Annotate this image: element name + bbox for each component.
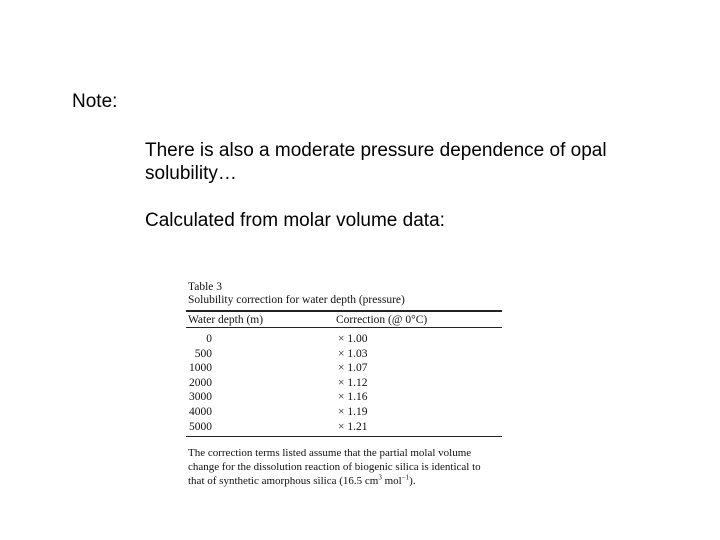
footnote-superscript: −1 <box>401 473 410 482</box>
correction-cell: × 1.21 <box>338 420 368 433</box>
table-row <box>186 421 502 436</box>
paragraph-molar-volume: Calculated from molar volume data: <box>145 210 445 231</box>
scanned-table <box>186 281 506 493</box>
correction-cell: × 1.07 <box>338 362 368 375</box>
paragraph-pressure-dependence: There is also a moderate pressure dependence of opal solubility… <box>145 140 607 184</box>
footnote-line: The correction terms listed assume that the partial molal volume <box>188 447 472 459</box>
footnote-text: mol <box>381 475 402 487</box>
table-title: Table 3 <box>188 281 223 293</box>
note-label: Note: <box>72 91 118 112</box>
table-subtitle: Solubility correction for water depth (pressure) <box>188 294 405 306</box>
table-row <box>186 406 502 421</box>
table-row <box>186 362 502 377</box>
footnote-line <box>188 474 506 488</box>
depth-cell: 5000 <box>189 420 212 433</box>
correction-cell: × 1.12 <box>338 376 368 389</box>
correction-cell: × 1.00 <box>338 333 368 345</box>
footnote-text: that of synthetic amorphous silica (16.5 cm <box>188 475 379 487</box>
column-header-correction: Correction (@ 0°C) <box>336 314 428 326</box>
footnote-line: change for the dissolution reaction of biogenic silica is identical to <box>188 461 481 473</box>
table-header-rule <box>186 327 502 328</box>
depth-cell: 0 <box>206 333 212 345</box>
table-row <box>186 333 502 348</box>
correction-cell: × 1.19 <box>338 405 368 418</box>
table-bottom-rule <box>186 436 502 437</box>
correction-cell: × 1.16 <box>338 391 368 404</box>
footnote-superscript: 3 <box>378 473 382 482</box>
table-row <box>186 348 502 363</box>
depth-cell: 4000 <box>189 405 212 418</box>
depth-cell: 500 <box>194 347 212 360</box>
table-top-rule <box>186 310 502 312</box>
depth-cell: 1000 <box>189 362 212 375</box>
table-footnote <box>188 446 506 488</box>
depth-cell: 2000 <box>189 376 212 389</box>
depth-cell: 3000 <box>189 391 212 404</box>
table-body <box>186 333 502 435</box>
correction-cell: × 1.03 <box>338 347 368 360</box>
column-header-depth: Water depth (m) <box>188 314 264 326</box>
table-row <box>186 391 502 406</box>
table-row <box>186 377 502 392</box>
footnote-text: ). <box>409 475 416 487</box>
